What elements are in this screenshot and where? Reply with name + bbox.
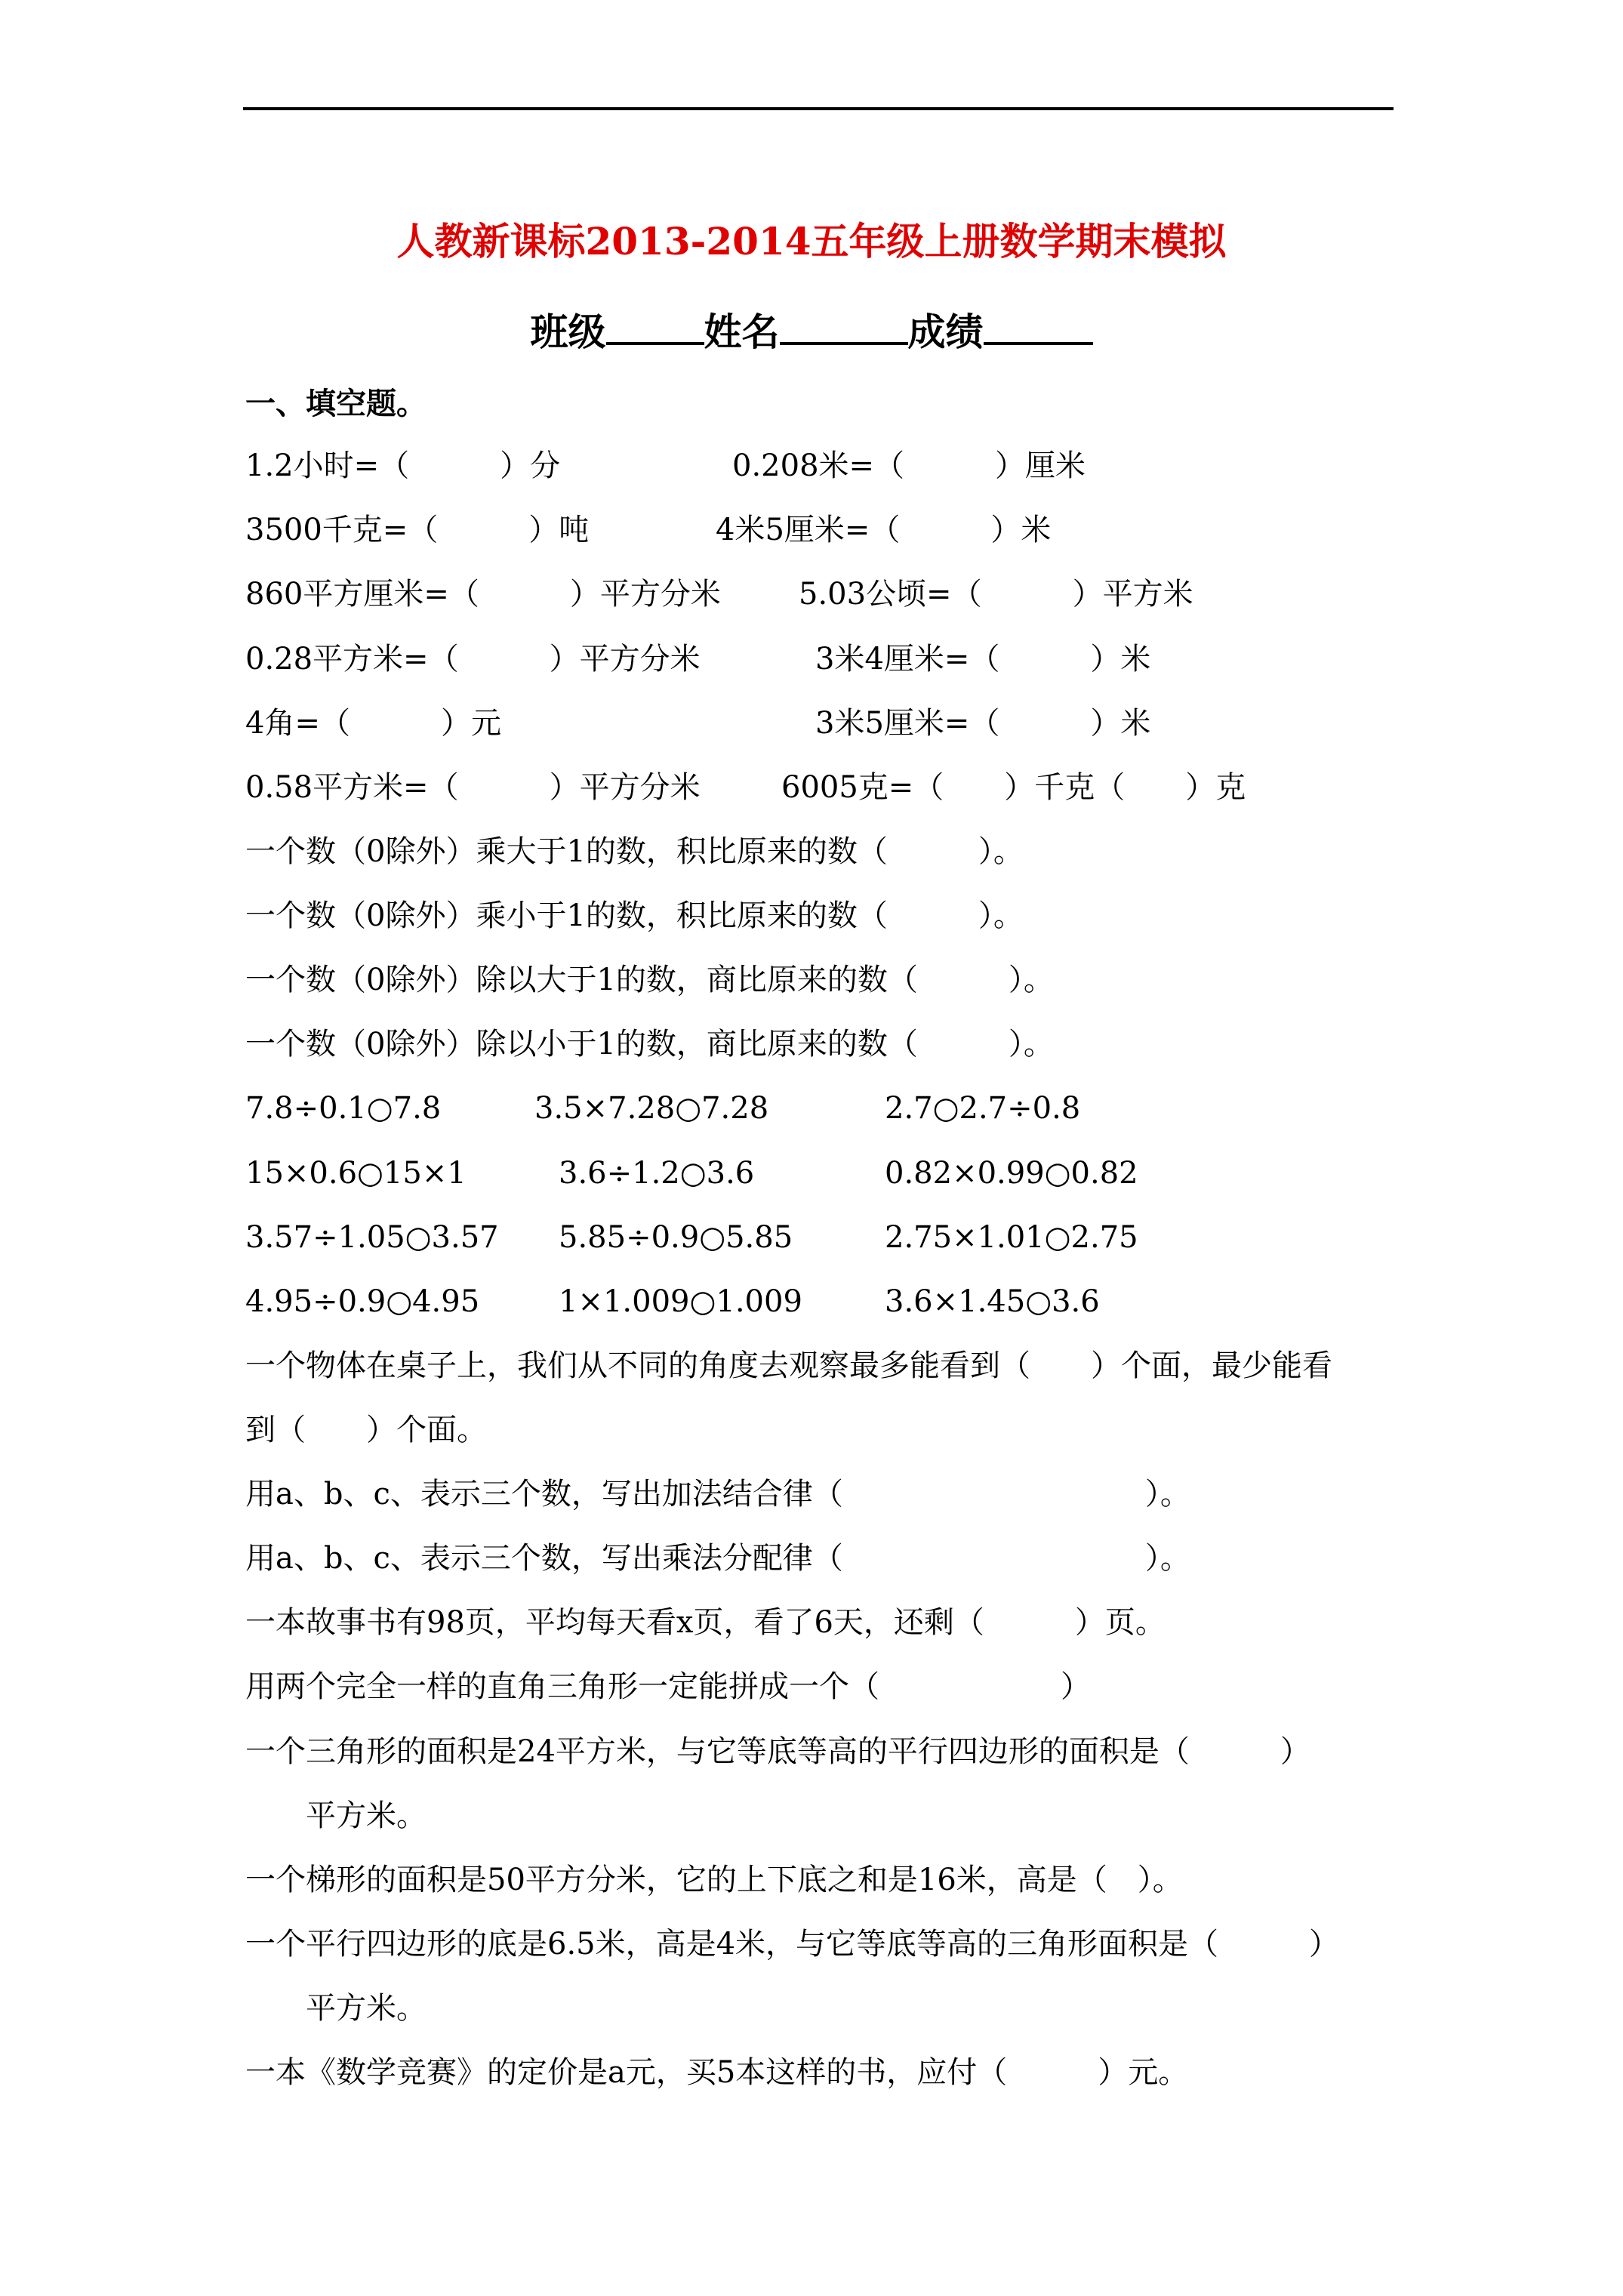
- comparison-item: 7.8÷0.1○7.8: [245, 1091, 442, 1126]
- comparison-item: 15×0.6○15×1: [245, 1156, 467, 1191]
- name-blank: [780, 304, 908, 345]
- question-line: 一本故事书有98页，平均每天看x页，看了6天，还剩（ ）页。: [245, 1605, 1166, 1640]
- comparison-item: 5.85÷0.9○5.85: [559, 1220, 793, 1255]
- comparison-item: 4.95÷0.9○4.95: [245, 1284, 480, 1319]
- question-line: 0.28平方米=（ ）平方分米: [245, 642, 701, 676]
- page-title: 人教新课标2013-2014五年级上册数学期末模拟: [396, 219, 1227, 264]
- question-line: 一个物体在桌子上，我们从不同的角度去观察最多能看到（ ）个面，最少能看: [245, 1348, 1332, 1383]
- question-line: 一个数（0除外）乘大于1的数，积比原来的数（ ）。: [245, 834, 1024, 869]
- question-line-continued: 平方米。: [306, 1798, 427, 1833]
- comparison-item: 2.7○2.7÷0.8: [885, 1091, 1081, 1126]
- question-line: 用a、b、c、表示三个数，写出乘法分配律（ ）。: [245, 1541, 1190, 1576]
- question-line: 用两个完全一样的直角三角形一定能拼成一个（ ）: [245, 1669, 1091, 1704]
- question-line: 一个数（0除外）除以大于1的数，商比原来的数（ ）。: [245, 963, 1054, 997]
- question-line: 用a、b、c、表示三个数，写出加法结合律（ ）。: [245, 1477, 1190, 1512]
- comparison-item: 3.5×7.28○7.28: [534, 1091, 769, 1126]
- question-line: 一个数（0除外）除以小于1的数，商比原来的数（ ）。: [245, 1027, 1054, 1062]
- comparison-item: 2.75×1.01○2.75: [885, 1220, 1138, 1255]
- class-label: 班级: [530, 310, 606, 354]
- question-line: 到（ ）个面。: [245, 1413, 487, 1447]
- question-line: 一个数（0除外）乘小于1的数，积比原来的数（ ）。: [245, 898, 1024, 933]
- question-line: 0.208米=（ ）厘米: [732, 448, 1086, 483]
- comparison-item: 3.57÷1.05○3.57: [245, 1220, 499, 1255]
- comparison-item: 0.82×0.99○0.82: [885, 1156, 1138, 1191]
- question-line: 一本《数学竞赛》的定价是a元，买5本这样的书，应付（ ）元。: [245, 2055, 1189, 2090]
- score-label: 成绩: [907, 310, 984, 354]
- question-line: 5.03公顷=（ ）平方米: [799, 577, 1193, 612]
- question-line: 3500千克=（ ）吨: [245, 513, 590, 547]
- question-line: 3米5厘米=（ ）米: [815, 706, 1151, 741]
- student-info-line: [0, 302, 1623, 362]
- name-label: 姓名: [704, 310, 780, 354]
- question-line: 一个平行四边形的底是6.5米，高是4米，与它等底等高的三角形面积是（ ）: [245, 1927, 1340, 1962]
- question-line: 0.58平方米=（ ）平方分米: [245, 770, 701, 805]
- question-line: 4米5厘米=（ ）米: [716, 513, 1052, 547]
- question-line-continued: 平方米。: [306, 1991, 427, 2026]
- top-rule: [243, 107, 1394, 110]
- question-line: 6005克=（ ）千克（ ）克: [781, 770, 1246, 805]
- question-line: 860平方厘米=（ ）平方分米: [245, 577, 721, 612]
- question-line: 4角=（ ）元: [245, 706, 501, 741]
- class-blank: [606, 304, 704, 345]
- section-heading: 一、填空题。: [245, 386, 427, 421]
- question-line: 3米4厘米=（ ）米: [815, 642, 1151, 676]
- comparison-item: 3.6×1.45○3.6: [885, 1284, 1100, 1319]
- comparison-item: 3.6÷1.2○3.6: [559, 1156, 755, 1191]
- question-line: 一个三角形的面积是24平方米，与它等底等高的平行四边形的面积是（ ）: [245, 1734, 1310, 1769]
- score-blank: [984, 304, 1093, 345]
- question-line: 一个梯形的面积是50平方分米，它的上下底之和是16米，高是（ ）。: [245, 1863, 1183, 1897]
- comparison-item: 1×1.009○1.009: [559, 1284, 802, 1319]
- question-line: 1.2小时=（ ）分: [245, 448, 561, 483]
